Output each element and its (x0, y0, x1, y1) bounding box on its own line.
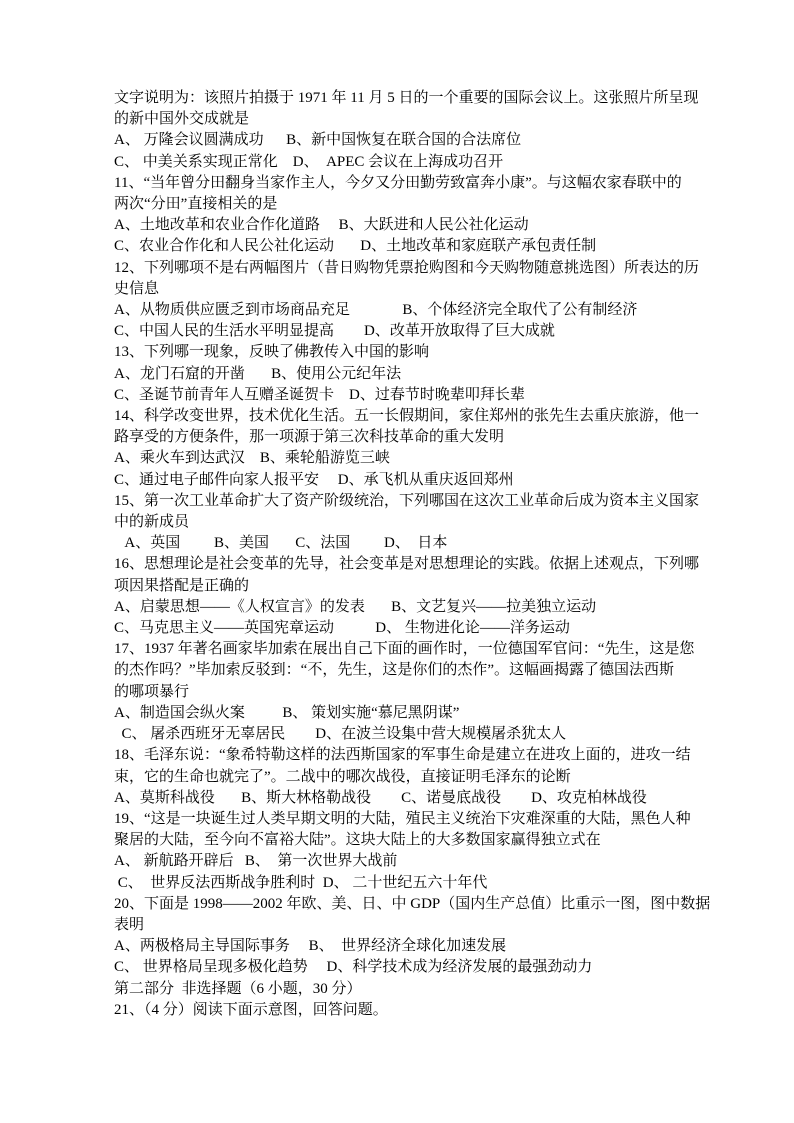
text-line-16: 14、科学改变世界，技术优化生活。五一长假期间，家住郑州的张先生去重庆旅游，他一 (114, 408, 700, 425)
section-2-heading: 第二部分 非选择题（6 小题，30 分） (114, 980, 362, 997)
text-line-15: C、圣诞节前青年人互赠圣诞贺卡 D、过春节时晚辈叩拜长辈 (114, 386, 525, 403)
text-line-06: 两次“分田”直接相关的是 (114, 196, 278, 213)
text-line-05: 11、“当年曾分田翻身当家作主人，今夕又分田勤劳致富奔小康”。与这幅农家春联中的 (114, 174, 682, 191)
text-line-34: A、莫斯科战役 B、斯大林格勒战役 C、诺曼底战役 D、攻克柏林战役 (114, 789, 647, 806)
text-line-32: 18、毛泽东说：“象希特勒这样的法西斯国家的军事生命是建立在进攻上面的，进攻一结 (114, 747, 691, 764)
text-line-12: C、中国人民的生活水平明显提高 D、改革开放取得了巨大成就 (114, 323, 555, 340)
text-line-18: A、乘火车到达武汉 B、乘轮船游览三峡 (114, 450, 390, 467)
text-line-22: A、英国 B、美国 C、法国 D、 日本 (114, 535, 448, 552)
text-line-09: 12、下列哪项不是右两幅图片（昔日购物凭票抢购图和今天购物随意挑选图）所表达的历 (114, 259, 700, 276)
text-line-07: A、土地改革和农业合作化道路 B、大跃进和人民公社化运动 (114, 217, 529, 234)
text-line-01: 文字说明为：该照片拍摄于 1971 年 11 月 5 日的一个重要的国际会议上。这张照片所呈现 (114, 90, 699, 106)
text-line-04: C、 中美关系实现正常化 D、 APEC 会议在上海成功召开 (114, 153, 504, 170)
text-line-10: 史信息 (114, 280, 160, 297)
text-line-39: 20、下面是 1998——2002 年欧、美、日、中 GDP（国内生产总值）比重示一图，图中数据 (114, 895, 711, 912)
text-line-19: C、通过电子邮件向家人报平安 D、承飞机从重庆返回郑州 (114, 471, 514, 488)
text-line-20: 15、第一次工业革命扩大了资产阶级统治，下列哪国在这次工业革命后成为资本主义国家 (114, 492, 700, 509)
text-line-14: A、龙门石窟的开凿 B、使用公元纪年法 (114, 365, 402, 382)
text-line-40: 表明 (114, 916, 145, 933)
text-line-02: 的新中国外交成就是 (114, 111, 250, 128)
text-line-28: 的杰作吗？”毕加索反驳到：“不，先生，这是你们的杰作”。这幅画揭露了德国法西斯 (114, 662, 674, 679)
text-line-36: 聚居的大陆，至今向不富裕大陆”。这块大陆上的大多数国家赢得独立式在 (114, 832, 601, 849)
text-line-31: C、 屠杀西班牙无辜居民 D、在波兰设集中营大规模屠杀犹太人 (114, 726, 567, 743)
text-line-33: 束，它的生命也就完了”。二战中的哪次战役，直接证明毛泽东的论断 (114, 768, 571, 785)
text-line-23: 16、思想理论是社会变革的先导，社会变革是对思想理论的实践。依据上述观点，下列哪 (114, 556, 700, 573)
exam-text-block (114, 88, 711, 1021)
text-line-27: 17、1937 年著名画家毕加索在展出自己下面的画作时，一位德国军官问：“先生，这是您 (114, 641, 695, 658)
text-line-29: 的哪项暴行 (114, 683, 190, 700)
text-line-17: 路享受的方便条件，那一项源于第三次科技革命的重大发明 (114, 429, 505, 446)
text-line-30: A、制造国会纵火案 B、 策划实施“慕尼黑阴谋” (114, 704, 460, 721)
text-line-03: A、 万隆会议圆满成功 B、新中国恢复在联合国的合法席位 (114, 132, 522, 149)
text-line-26: C、马克思主义——英国宪章运动 D、 生物进化论——洋务运动 (114, 620, 570, 637)
text-line-13: 13、下列哪一现象，反映了佛教传入中国的影响 (114, 344, 430, 361)
text-line-21: 中的新成员 (114, 514, 190, 531)
text-line-24: 项因果搭配是正确的 (114, 577, 250, 594)
text-line-08: C、农业合作化和人民公社化运动 D、土地改革和家庭联产承包责任制 (114, 238, 597, 255)
text-line-25: A、启蒙思想——《人权宣言》的发表 B、文艺复兴——拉美独立运动 (114, 598, 597, 615)
text-line-37: A、 新航路开辟后 B、 第一次世界大战前 (114, 853, 398, 870)
text-line-38: C、 世界反法西斯战争胜利时 D、 二十世纪五六十年代 (114, 874, 488, 891)
text-line-35: 19、“这是一块诞生过人类早期文明的大陆，殖民主义统治下灾难深重的大陆，黑色人种 (114, 810, 691, 827)
text-line-11: A、从物质供应匮乏到市场商品充足 B、个体经济完全取代了公有制经济 (114, 302, 638, 319)
text-line-41: A、两极格局主导国际事务 B、 世界经济全球化加速发展 (114, 938, 507, 955)
question-21-intro: 21、（4 分）阅读下面示意图，回答问题。 (114, 1001, 388, 1018)
text-line-42: C、 世界格局呈现多极化趋势 D、科学技术成为经济发展的最强劲动力 (114, 959, 593, 976)
